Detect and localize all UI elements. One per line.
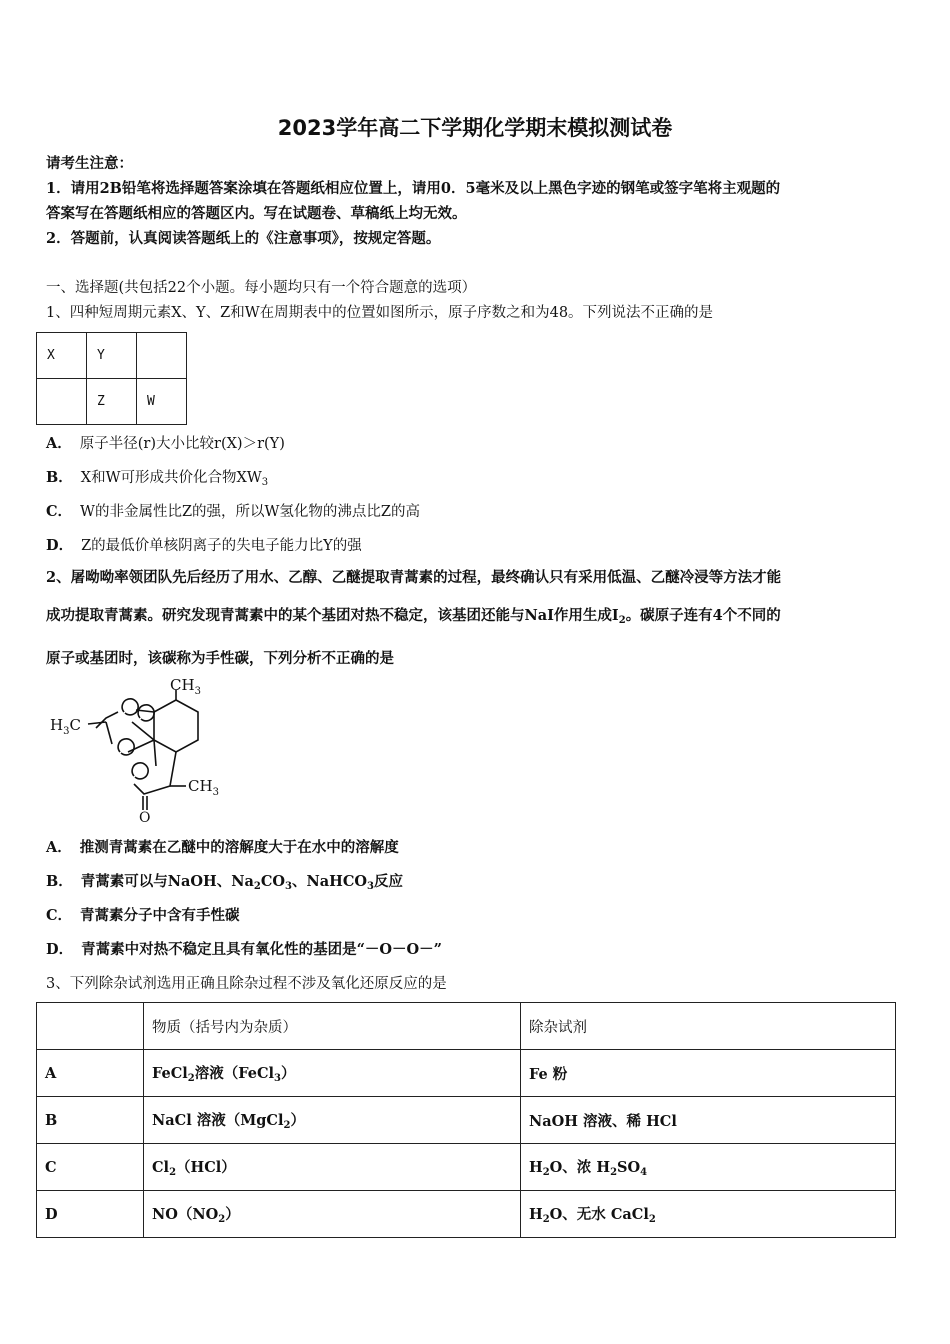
option-label: D． (46, 941, 74, 958)
cell-subscript: 2 (218, 1214, 226, 1225)
option-text: 推测青蒿素在乙醚中的溶解度大于在水中的溶解度 (79, 839, 399, 856)
option-label: C． (46, 503, 73, 520)
option-subscript: 3 (285, 881, 293, 892)
option-text: X和W可形成共价化合物XW (80, 470, 262, 486)
cell-subscript: 2 (542, 1214, 550, 1225)
option-text: Z的最低价单核阴离子的失电子能力比Y的强 (81, 538, 362, 554)
section-heading: 一、选择题(共包括22个小题。每小题均只有一个符合题意的选项） (46, 280, 477, 296)
ch3-top-label (170, 676, 201, 697)
q1-stem: 1、四种短周期元素X、Y、Z和W在周期表中的位置如图所示，原子序数之和为48。下列说法不正确的是 (46, 305, 714, 321)
grid-cell: Y (87, 333, 137, 379)
option-subscript: 3 (261, 477, 269, 488)
cell-subscript: 3 (274, 1073, 281, 1084)
cell-subscript: 4 (640, 1167, 648, 1178)
q1-option-b (46, 466, 268, 488)
grid-cell (37, 379, 87, 425)
row-substance (144, 1144, 521, 1191)
q3-table (36, 1002, 896, 1238)
row-reagent (521, 1144, 896, 1191)
option-label: A． (46, 435, 72, 452)
option-text: 青蒿素分子中含有手性碳 (80, 907, 240, 924)
artemisinin-structure (46, 672, 236, 822)
cell-text: ） (290, 1112, 305, 1129)
row-key: B (37, 1097, 144, 1144)
option-subscript: 2 (253, 881, 261, 892)
row-substance (144, 1050, 521, 1097)
grid-cell (137, 333, 187, 379)
q2-text: 。碳原子连有4个不同的 (625, 607, 781, 624)
struct-subscript: 3 (212, 787, 219, 798)
row-substance (144, 1097, 521, 1144)
cell-text: SO (617, 1159, 641, 1176)
option-text: 青蒿素中对热不稳定且具有氧化性的基团是“－O－O－” (81, 941, 443, 958)
cell-text: ） (225, 1206, 240, 1223)
q2-stem-line-3: 原子或基团时，该碳称为手性碳，下列分析不正确的是 (46, 650, 394, 667)
option-subscript: 3 (367, 881, 375, 892)
option-label: A． (46, 839, 72, 856)
q2-option-a (46, 836, 399, 857)
cell-text: NO（NO (152, 1206, 219, 1223)
q2-stem-line-1: 2、屠呦呦率领团队先后经历了用水、乙醇、乙醚提取青蒿素的过程，最终确认只有采用低温、乙醚冷浸等方法才能 (46, 569, 782, 586)
table-header-cell (37, 1003, 144, 1050)
cell-text: ） (281, 1065, 296, 1082)
q1-option-d (46, 534, 362, 555)
struct-subscript: 3 (194, 686, 201, 697)
row-key: D (37, 1191, 144, 1238)
cell-subscript: 2 (542, 1167, 550, 1178)
struct-text: CH (170, 676, 195, 694)
row-reagent (521, 1191, 896, 1238)
q2-stem (46, 559, 904, 678)
option-label: B． (46, 469, 73, 486)
option-label: D． (46, 537, 74, 554)
cell-subscript: 2 (610, 1167, 618, 1178)
grid-cell: X (37, 333, 87, 379)
cell-text: O、无水 CaCl (549, 1206, 649, 1223)
cell-text: （HCl） (176, 1159, 236, 1176)
option-text: CO (260, 873, 286, 890)
table-row (37, 1191, 896, 1238)
cell-subscript: 2 (648, 1214, 656, 1225)
cell-text: Fe 粉 (529, 1065, 568, 1083)
option-text: 青蒿素可以与NaOH、Na (80, 873, 254, 890)
row-reagent (521, 1050, 896, 1097)
ch3-right-label (188, 777, 219, 798)
row-reagent (521, 1097, 896, 1144)
cell-subscript: 2 (187, 1073, 195, 1084)
cell-subscript: 2 (283, 1120, 291, 1131)
q2-stem-line-2 (46, 597, 904, 640)
h3c-left-label (50, 716, 81, 737)
struct-text: CH (188, 777, 213, 795)
struct-subscript: 3 (63, 726, 70, 737)
q2-text: 成功提取青蒿素。研究发现青蒿素中的某个基团对热不稳定，该基团还能与NaI作用生成I (46, 607, 619, 624)
carbonyl-o-label: O (139, 810, 151, 822)
option-text: 原子半径(r)大小比较r(X)＞r(Y) (79, 436, 285, 452)
option-text: 、NaHCO (292, 873, 368, 890)
row-key: A (37, 1050, 144, 1097)
q3-stem: 3、下列除杂试剂选用正确且除杂过程不涉及氧化还原反应的是 (46, 976, 447, 992)
option-label: C． (46, 907, 73, 924)
cell-text: 溶液（FeCl (194, 1065, 275, 1082)
cell-text: H (529, 1206, 543, 1223)
struct-text: C (69, 716, 81, 734)
grid-cell: W (137, 379, 187, 425)
cell-text: NaCl 溶液（MgCl (152, 1112, 284, 1129)
q2-option-c (46, 904, 240, 925)
notice-line-2: 答案写在答题纸相应的答题区内。写在试题卷、草稿纸上均无效。 (46, 205, 467, 222)
periodic-grid (36, 332, 187, 425)
table-header-row (37, 1003, 896, 1050)
grid-cell: Z (87, 379, 137, 425)
table-row (37, 1050, 896, 1097)
table-row (37, 1097, 896, 1144)
option-label: B． (46, 873, 73, 890)
row-substance (144, 1191, 521, 1238)
cell-text: O、浓 H (549, 1159, 611, 1176)
q1-option-a (46, 432, 285, 453)
page-title: 2023学年高二下学期化学期末模拟测试卷 (277, 116, 673, 140)
notice-line-3: 2．答题前，认真阅读答题纸上的《注意事项》，按规定答题。 (46, 230, 441, 247)
notice-heading: 请考生注意： (46, 155, 133, 172)
q2-option-b (46, 870, 403, 892)
q1-option-c (46, 500, 420, 521)
struct-text: H (50, 716, 64, 734)
q2-subscript: 2 (618, 615, 626, 626)
cell-text: FeCl (152, 1065, 188, 1082)
cell-text: NaOH 溶液、稀 HCl (529, 1112, 677, 1130)
option-text: W的非金属性比Z的强，所以W氢化物的沸点比Z的高 (80, 504, 421, 520)
row-key: C (37, 1144, 144, 1191)
table-row (37, 1144, 896, 1191)
option-text: 反应 (374, 873, 404, 890)
notice-line-1: 1．请用2B铅笔将选择题答案涂填在答题纸相应位置上，请用0．5毫米及以上黑色字迹的钢笔或签字笔将主观题的 (46, 180, 781, 197)
cell-text: Cl (152, 1159, 170, 1176)
cell-text: H (529, 1159, 543, 1176)
table-header-cell: 物质（括号内为杂质） (144, 1003, 521, 1050)
table-header-cell: 除杂试剂 (521, 1003, 896, 1050)
q2-option-d (46, 938, 442, 959)
cell-subscript: 2 (169, 1167, 177, 1178)
